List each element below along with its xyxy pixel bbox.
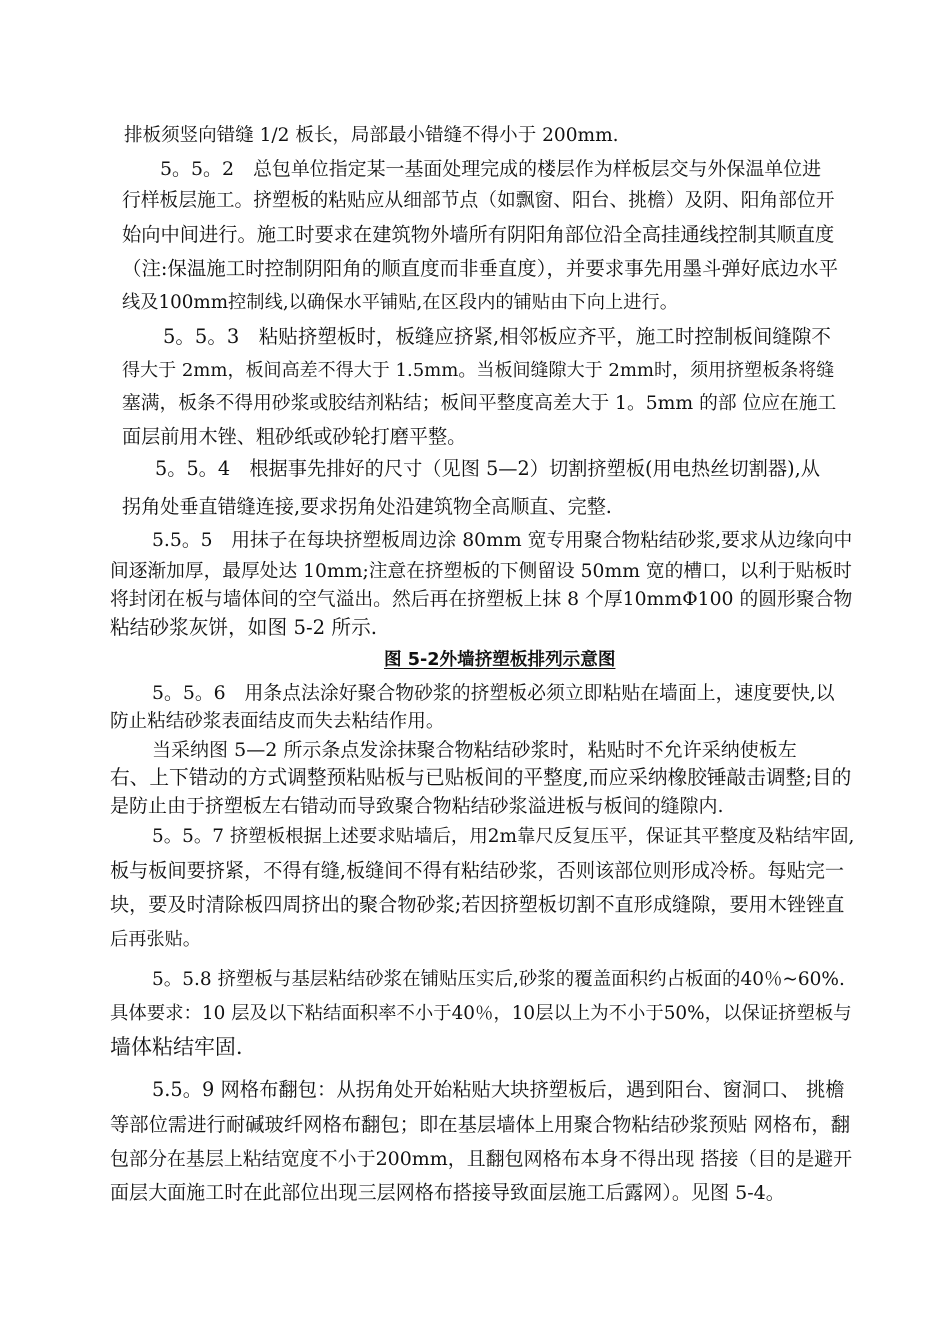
text-line: 面层大面施工时在此部位出现三层网格布搭接导致面层施工后露网）。见图 5-4。 (110, 1182, 785, 1204)
section-5-5-6-heading-line: 5。5。6 用条点法涂好聚合物砂浆的挤塑板必须立即粘贴在墙面上，速度要快,以 (152, 683, 835, 704)
section-5-5-8-heading-line: 5。5.8 挤塑板与基层粘结砂浆在铺贴压实后,砂浆的覆盖面积约占板面的40％~60%. (152, 969, 845, 990)
text-line: 将封闭在板与墙体间的空气溢出。然后再在挤塑板上抹 8 个厚10mmΦ100 的圆形聚合物 (110, 589, 853, 610)
section-5-5-4-heading-line: 5。5。4 根据事先排好的尺寸（见图 5—2）切割挤塑板(用电热丝切割器),从 (155, 457, 820, 480)
text-line: 等部位需进行耐碱玻纤网格布翻包；即在基层墙体上用聚合物粘结砂浆预贴 网格布，翻 (110, 1113, 851, 1136)
section-5-5-9-heading-line: 5.5。9 网格布翻包：从拐角处开始粘贴大块挤塑板后，遇到阳台、窗洞口、 挑檐 (152, 1078, 845, 1101)
text-line: 拐角处垂直错缝连接,要求拐角处沿建筑物全高顺直、完整. (122, 495, 612, 518)
text-line: 块，要及时清除板四周挤出的聚合物砂浆;若因挤塑板切割不直形成缝隙，要用木锉锉直 (110, 893, 845, 916)
text-line: 墙体粘结牢固. (110, 1035, 243, 1059)
text-line: 右、上下错动的方式调整预粘贴板与已贴板间的平整度,而应采纳橡胶锤敲击调整;目的 (110, 766, 852, 789)
text-line: 间逐渐加厚，最厚处达 10mm;注意在挤塑板的下侧留设 50mm 宽的槽口，以利于贴板时 (110, 561, 852, 582)
text-line: 后再张贴。 (110, 929, 202, 950)
figure-caption: 图 5-2外墙挤塑板排列示意图 (384, 650, 616, 670)
section-5-5-7-heading-line: 5。5。7 挤塑板根据上述要求贴墙后，用2m靠尺反复压平，保证其平整度及粘结牢固, (152, 826, 855, 847)
text-line: （注:保温施工时控制阴阳角的顺直度而非垂直度），并要求事先用墨斗弹好底边水平 (122, 257, 839, 280)
text-line: 当采纳图 5—2 所示条点发涂抹聚合物粘结砂浆时，粘贴时不允许采纳使板左 (152, 739, 797, 761)
text-line: 面层前用木锉、粗砂纸或砂轮打磨平整。 (122, 425, 467, 448)
section-5-5-2-heading-line: 5。5。2 总包单位指定某一基面处理完成的楼层作为样板层交与外保温单位进 (160, 158, 822, 180)
text-line: 包部分在基层上粘结宽度不小于200mm，且翻包网格布本身不得出现 搭接（目的是避开 (110, 1148, 853, 1170)
text-line: 得大于 2mm，板间高差不得大于 1.5mm。当板间缝隙大于 2mm时，须用挤塑板条将缝 (122, 360, 835, 381)
text-line: 是防止由于挤塑板左右错动而导致聚合物粘结砂浆溢进板与板间的缝隙内. (110, 795, 724, 817)
text-line: 线及100mm控制线,以确保水平铺贴,在区段内的铺贴由下向上进行。 (122, 292, 679, 313)
text-line: 粘结砂浆灰饼，如图 5-2 所示. (110, 616, 378, 639)
text-line: 塞满，板条不得用砂浆或胶结剂粘结；板间平整度高差大于 1。5mm 的部 位应在施工 (122, 393, 837, 414)
section-5-5-5-heading-line: 5.5。5 用抹子在每块挤塑板周边涂 80mm 宽专用聚合物粘结砂浆,要求从边缘向中 (152, 530, 853, 551)
text-line: 行样板层施工。挤塑板的粘贴应从细部节点（如飘窗、阳台、挑檐）及阴、阳角部位开 (122, 190, 835, 211)
text-line: 排板须竖向错缝 1/2 板长，局部最小错缝不得小于 200mm. (124, 125, 619, 146)
text-line: 板与板间要挤紧，不得有缝,板缝间不得有粘结砂浆，否则该部位则形成冷桥。每贴完一 (110, 859, 845, 882)
text-line: 防止粘结砂浆表面结皮而失去粘结作用。 (110, 711, 445, 732)
text-line: 具体要求：10 层及以下粘结面积率不小于40％，10层以上为不小于50%，以保证挤塑板与 (110, 1003, 852, 1024)
text-line: 始向中间进行。施工时要求在建筑物外墙所有阴阳角部位沿全高挂通线控制其顺直度 (122, 223, 835, 246)
section-5-5-3-heading-line: 5。5。3 粘贴挤塑板时，板缝应挤紧,相邻板应齐平，施工时控制板间缝隙不 (163, 325, 831, 348)
